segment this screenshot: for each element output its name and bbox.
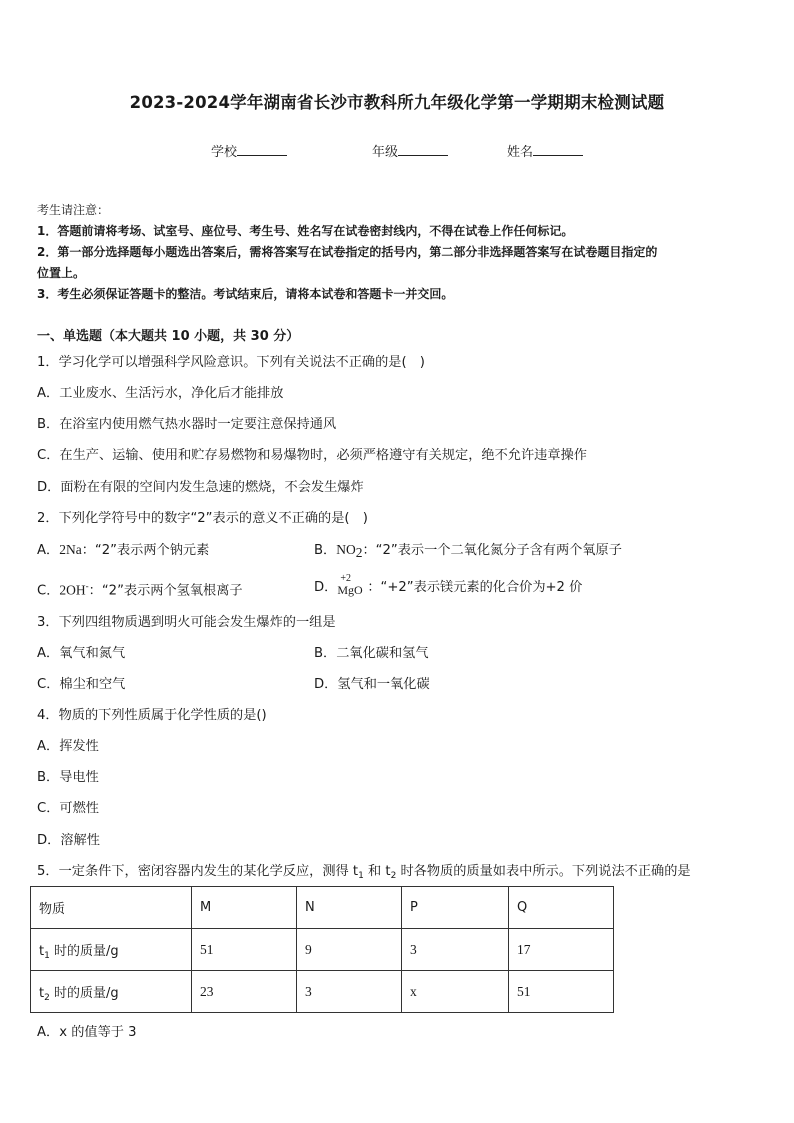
grade-blank[interactable] [398, 143, 448, 156]
q3-option-d: D．氢气和一氧化碳 [314, 677, 430, 692]
q2-option-a [37, 541, 209, 560]
q2-stem: 2．下列化学符号中的数字“2”表示的意义不正确的是( ) [37, 511, 368, 526]
q4-option-a: A．挥发性 [37, 739, 99, 754]
table-header-cell: N [297, 887, 402, 929]
table-cell: 23 [192, 971, 297, 1013]
q5-stem-sub2: 2 [390, 871, 397, 881]
q4-stem: 4．物质的下列性质属于化学性质的是() [37, 708, 267, 723]
q1-stem: 1．学习化学可以增强科学风险意识。下列有关说法不正确的是( ) [37, 355, 425, 370]
table-header-cell: M [192, 887, 297, 929]
row2-label-suffix: 时的质量/g [49, 986, 119, 1001]
q4-option-d: D．溶解性 [37, 833, 100, 848]
table-header-cell: Q [509, 887, 614, 929]
grade-field [372, 141, 448, 160]
notice-item-1: 1．答题前请将考场、试室号、座位号、考生号、姓名写在试卷密封线内，不得在试卷上作任何标记。 [37, 224, 574, 238]
table-row [31, 929, 614, 971]
q2-a-prefix: A． [37, 543, 60, 558]
table-row [31, 971, 614, 1013]
q5-stem-part3: 时各物质的质量如表中所示。下列说法不正确的是 [396, 864, 691, 879]
row-label-t2 [31, 971, 192, 1013]
q2-c-prefix: C． [37, 583, 60, 599]
mass-table [30, 886, 614, 1013]
q2-option-c [37, 577, 243, 600]
page-title: 2023-2024学年湖南省长沙市教科所九年级化学第一学期期末检测试题 [129, 93, 665, 112]
q3-stem: 3．下列四组物质遇到明火可能会发生爆炸的一组是 [37, 615, 336, 630]
student-info-fields [0, 141, 794, 161]
q5-stem-part2: 和 t [363, 864, 391, 879]
row1-label-sub: 1 [44, 951, 50, 961]
q1-option-a: A．工业废水、生活污水，净化后才能排放 [37, 386, 284, 401]
q2-d-text: ：“+2”表示镁元素的化合价为+2 价 [367, 580, 583, 595]
name-field [507, 141, 583, 160]
table-cell: 51 [192, 929, 297, 971]
q2-b-subscript: 2 [355, 545, 363, 560]
q3-option-c: C．棉尘和空气 [37, 677, 126, 692]
notice-block [37, 200, 762, 305]
q2-a-formula: 2Na [59, 542, 82, 557]
q1-option-b: B．在浴室内使用燃气热水器时一定要注意保持通风 [37, 417, 337, 432]
row2-label-t: t [39, 986, 45, 1001]
table-cell: 9 [297, 929, 402, 971]
q4-option-b: B．导电性 [37, 770, 99, 785]
school-blank[interactable] [237, 143, 287, 156]
q5-stem-sub1: 1 [358, 871, 364, 881]
name-blank[interactable] [533, 143, 583, 156]
table-cell: 3 [297, 971, 402, 1013]
table-cell: x [402, 971, 509, 1013]
notice-item-2: 2．第一部分选择题每小题选出答案后，需将答案写在试卷指定的括号内，第二部分非选择题答案写在试卷题目指定的 [37, 245, 658, 259]
q2-option-d [314, 573, 583, 597]
q2-d-charge: +2 [340, 573, 351, 584]
row1-label-suffix: 时的质量/g [49, 944, 119, 959]
q2-c-superscript: - [85, 581, 89, 591]
table-header-row [31, 887, 614, 929]
q5-option-a: A．x 的值等于 3 [37, 1025, 137, 1040]
section-title: 一、单选题（本大题共 10 小题，共 30 分） [37, 329, 300, 344]
q3-option-b: B．二氧化碳和氢气 [314, 646, 429, 661]
q3-option-a: A．氧气和氮气 [37, 646, 126, 661]
q2-d-formula-mgo [337, 573, 367, 597]
school-field [211, 141, 287, 160]
table-header-cell: 物质 [31, 887, 192, 929]
q1-option-d: D．面粉在有限的空间内发生急速的燃烧，不会发生爆炸 [37, 480, 364, 495]
row2-label-sub: 2 [44, 993, 50, 1003]
q2-d-formula: MgO [337, 583, 363, 597]
table-cell: 17 [509, 929, 614, 971]
q5-stem-part1: 5．一定条件下，密闭容器内发生的某化学反应，测得 t [37, 864, 359, 879]
grade-label: 年级 [372, 145, 399, 160]
notice-heading: 考生请注意： [37, 203, 110, 217]
q2-b-prefix: B． [314, 543, 337, 558]
q2-b-formula: NO [336, 542, 356, 557]
notice-item-3: 3．考生必须保证答题卡的整洁。考试结束后，请将本试卷和答题卡一并交回。 [37, 287, 454, 301]
q5-stem [37, 863, 691, 881]
row1-label-t: t [39, 944, 45, 959]
q2-b-text: ：“2”表示一个二氧化氮分子含有两个氧原子 [362, 543, 622, 558]
q2-option-b [314, 541, 622, 560]
name-label: 姓名 [507, 145, 534, 160]
table-cell: 3 [402, 929, 509, 971]
q2-c-formula: 2OH [59, 582, 86, 598]
q2-d-prefix: D． [314, 580, 338, 595]
table-header-cell: P [402, 887, 509, 929]
table-cell: 51 [509, 971, 614, 1013]
notice-item-2-cont: 位置上。 [37, 266, 86, 280]
school-label: 学校 [211, 145, 238, 160]
q1-option-c: C．在生产、运输、使用和贮存易燃物和易爆物时，必须严格遵守有关规定，绝不允许违章操作 [37, 448, 587, 463]
q2-c-text: ：“2”表示两个氢氧根离子 [88, 583, 243, 599]
q4-option-c: C．可燃性 [37, 801, 99, 816]
q2-a-text: ：“2”表示两个钠元素 [81, 543, 210, 558]
row-label-t1 [31, 929, 192, 971]
